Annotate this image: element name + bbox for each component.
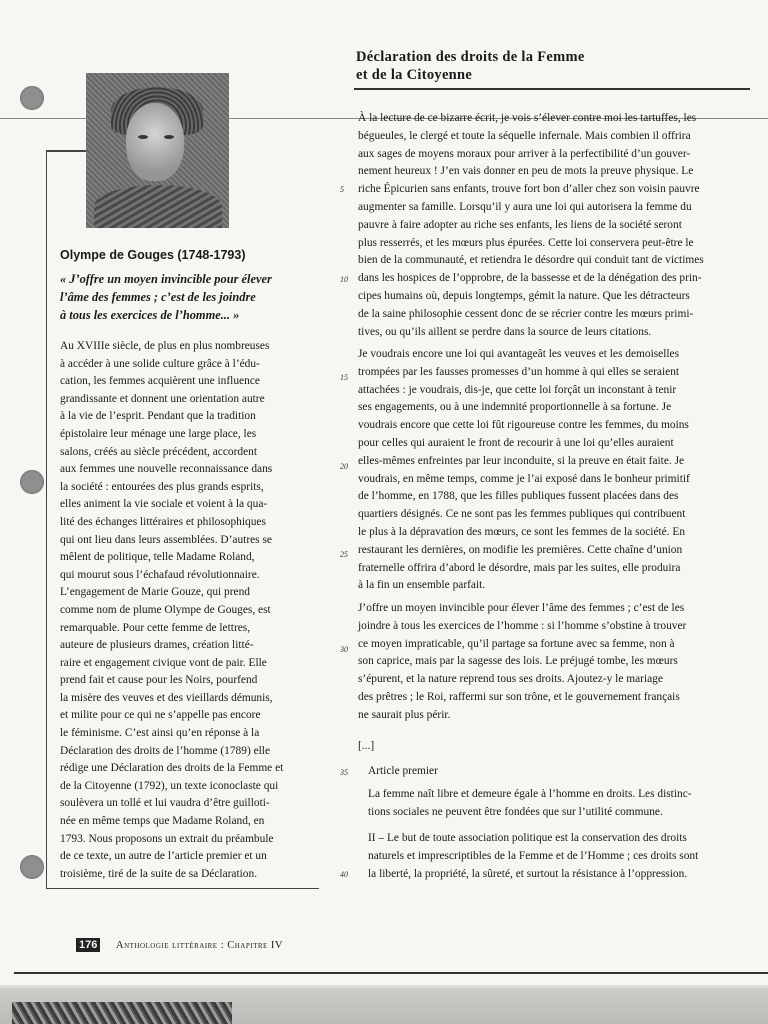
- article-heading: Article premier: [368, 765, 438, 777]
- text-line: le plus à la dépravation des mœurs, ce sont les femmes de la société. En: [358, 525, 686, 538]
- paragraph-offer: [358, 600, 758, 725]
- ellipsis: [...]: [358, 740, 375, 752]
- text-line: elles-mêmes enfreintes par leur inconduite, si la preuve en était faite. Je: [358, 454, 685, 467]
- text-line: dans les hospices de l’opprobre, de la bassesse et de la dénégation des prin-: [358, 272, 702, 285]
- line-number: 30: [340, 645, 348, 654]
- biography-line: grandissante et donnent une orientation autre: [60, 392, 265, 405]
- footer-rule: [14, 972, 768, 974]
- quote-line: « J’offre un moyen invincible pour élever: [60, 272, 272, 286]
- biography-line: aux femmes une nouvelle reconnaissance dans: [60, 463, 273, 476]
- text-line: La femme naît libre et demeure égale à l’homme en droits. Les distinc-: [368, 788, 692, 800]
- biography-line: épistolaire leur ménage une large place, les: [60, 427, 257, 440]
- text-line: pauvre à faire adopter au riche ses enfants, les liens de la société seront: [358, 218, 682, 231]
- biography-line: elles animent la vie sociale et voient à la qua-: [60, 498, 268, 511]
- text-line: pour celles qui auraient le front de recourir à une loi qu’elles auraient: [358, 436, 674, 449]
- text-line: À la lecture de ce bizarre écrit, je vois s’élever contre moi les tartuffes, les: [358, 112, 697, 124]
- biography-line: prend fait et cause pour les Noirs, pourfend: [60, 674, 258, 687]
- biography-line: à la vie de l’esprit. Pendant que la tradition: [60, 410, 256, 423]
- text-line: attachées : je voudrais, dis-je, que cette loi forçât un inconstant à tenir: [358, 383, 677, 396]
- title-rule: [354, 88, 750, 90]
- biography-line: mêlent de politique, telle Madame Roland,: [60, 551, 255, 564]
- line-number: 5: [340, 185, 344, 194]
- biography-line: de la Citoyenne (1792), un texte iconoclaste qui: [60, 779, 279, 792]
- biography-line: et milite pour ce qui ne s’appelle pas encore: [60, 709, 261, 722]
- text-line: plus resserrés, et les mœurs plus épurées. Cette loi conservera peut-être le: [358, 236, 694, 249]
- text-line: Je voudrais encore une loi qui avantageât les veuves et les demoiselles: [358, 348, 680, 360]
- biography-line: salons, créés au siècle précédent, accordent: [60, 445, 258, 458]
- line-number: 40: [340, 870, 348, 879]
- biography-line: Au XVIIIe siècle, de plus en plus nombreuses: [60, 340, 270, 352]
- biography-line: rédige une Déclaration des droits de la Femme et: [60, 762, 284, 775]
- text-line: ne saurait plus périr.: [358, 708, 451, 721]
- binder-hole: [20, 86, 44, 110]
- text-line: nement heureux ! J’en vais donner en peu de mots la preuve physique. Le: [358, 165, 694, 178]
- text-line: de l’homme, en 1788, que les filles publiques fussent placées dans des: [358, 490, 679, 503]
- article-premier-text: [368, 786, 758, 822]
- biography-line: à accéder à une solide culture grâce à l’édu-: [60, 357, 260, 370]
- biography-line: cation, les femmes acquièrent une influence: [60, 375, 260, 388]
- author-quote: [60, 270, 310, 324]
- biography-line: de ce texte, un autre de l’article premier et un: [60, 850, 267, 863]
- text-line: bégueules, le clergé et toute la séquelle infernale. Mais combien il offrira: [358, 129, 691, 142]
- title-line: et de la Citoyenne: [356, 67, 473, 83]
- line-number: 35: [340, 768, 348, 777]
- text-line: la liberté, la propriété, la sûreté, et surtout la résistance à l’oppression.: [368, 867, 688, 880]
- biography-line: L’engagement de Marie Gouze, qui prend: [60, 586, 250, 599]
- biography-line: raire et engagement civique vont de pair. Elle: [60, 656, 267, 669]
- quote-line: l’âme des femmes ; c’est de les joindre: [60, 290, 256, 304]
- biography-line: qui mourut sous l’échafaud révolutionnaire.: [60, 568, 260, 581]
- biography-line: auteure de plusieurs drames, création litté-: [60, 639, 254, 652]
- text-line: aux sages de moyens moraux pour arriver à la perfectibilité d’un gouver-: [358, 147, 691, 160]
- text-line: à la fin un ensemble parfait.: [358, 579, 486, 592]
- binder-hole: [20, 470, 44, 494]
- biography-line: 1793. Nous proposons un extrait du préambule: [60, 832, 274, 845]
- article-two-text: [368, 830, 763, 883]
- text-line: J’offre un moyen invincible pour élever l’âme des femmes ; c’est de les: [358, 602, 685, 614]
- text-line: trompées par les fausses promesses d’un homme à qui elles se seraient: [358, 365, 680, 378]
- text-line: tions sociales ne peuvent être fondées que sur l’utilité commune.: [368, 805, 663, 818]
- text-line: ses engagements, ou à une indemnité proportionnelle à sa fortune. Je: [358, 401, 672, 414]
- biography-line: qui ont lieu dans leurs assemblées. D’autres se: [60, 533, 272, 546]
- text-line: des prêtres ; le Roi, raffermi sur son trône, et le gouvernement français: [358, 690, 680, 703]
- text-line: de la saine philosophie cessent donc de se récrier contre les mœurs primi-: [358, 307, 694, 320]
- running-title: Anthologie littéraire : Chapitre IV: [116, 940, 284, 951]
- biography-line: la société : entourées des plus grands esprits,: [60, 480, 264, 493]
- page-number: 176: [76, 938, 100, 952]
- text-line: voudrais, en même temps, comme je l’ai exposé dans le bonheur primitif: [358, 472, 690, 485]
- text-line: naturels et imprescriptibles de la Femme et de l’Homme ; ces droits sont: [368, 849, 699, 862]
- biography-line: née en même temps que Madame Roland, en: [60, 815, 265, 828]
- text-line: restaurant les dernières, on modifie les premières. Cette chaîne d’union: [358, 543, 683, 556]
- biography-line: troisième, tiré de la suite de sa Déclaration.: [60, 867, 258, 880]
- text-line: ce moyen impraticable, qu’il partage sa fortune avec sa femme, non à: [358, 637, 675, 650]
- text-line: fraternelle offrira d’abord le désordre, mais par les suites, elle produira: [358, 561, 681, 574]
- biography-line: remarquable. Pour cette femme de lettres,: [60, 621, 251, 634]
- biography-line: Déclaration des droits de l’homme (1789) elle: [60, 744, 271, 757]
- biography-line: soulèvera un tollé et lui vaudra d’être guilloti-: [60, 797, 270, 810]
- text-line: tives, ou qu’ils aillent se perdre dans la source de leurs citations.: [358, 325, 652, 338]
- text-line: quartiers désignés. Ce ne sont pas les femmes publiques qui contribuent: [358, 508, 686, 521]
- text-line: joindre à tous les exercices de l’homme : si l’homme s’obstine à trouver: [358, 619, 687, 632]
- title-line: Déclaration des droits de la Femme: [356, 49, 585, 65]
- portrait-image: [86, 73, 229, 228]
- quote-line: à tous les exercices de l’homme... »: [60, 308, 240, 322]
- text-line: s’épurent, et la nature reprend tous ses droits. Ajoutez-y le mariage: [358, 673, 663, 686]
- line-number: 10: [340, 275, 348, 284]
- text-line: riche Épicurien sans enfants, trouve fort bon d’aller chez son voisin pauvre: [358, 183, 700, 196]
- text-line: bien de la communauté, et retiendra le désordre qui conduit tant de victimes: [358, 254, 704, 267]
- paragraph-preamble: [358, 110, 758, 341]
- biography-line: le féminisme. C’est ainsi qu’en réponse à la: [60, 727, 260, 740]
- paragraph-laws: [358, 346, 758, 595]
- text-line: cipes humains où, depuis longtemps, gémit la nature. Que les détracteurs: [358, 289, 690, 302]
- binder-hole: [20, 855, 44, 879]
- line-number: 25: [340, 550, 348, 559]
- line-number: 15: [340, 373, 348, 382]
- author-biography: [60, 338, 316, 883]
- biography-line: la misère des veuves et des vieillards démunis,: [60, 691, 273, 704]
- next-page-photo: [12, 1002, 232, 1024]
- line-number: 20: [340, 462, 348, 471]
- biography-line: lité des échanges littéraires et philosophiques: [60, 515, 266, 528]
- page-title: [356, 48, 585, 84]
- text-line: son caprice, mais par la sagesse des lois. Le préjugé tombe, les mœurs: [358, 655, 678, 668]
- biography-line: comme nom de plume Olympe de Gouges, est: [60, 603, 271, 616]
- text-line: augmenter sa famille. Lorsqu’il y aura une loi qui autorisera la femme du: [358, 200, 692, 213]
- text-line: voudrais encore que cette loi fût rigoureuse contre les femmes, du moins: [358, 419, 689, 432]
- text-line: II – Le but de toute association politique est la conservation des droits: [368, 832, 687, 844]
- author-name: Olympe de Gouges (1748-1793): [60, 248, 246, 262]
